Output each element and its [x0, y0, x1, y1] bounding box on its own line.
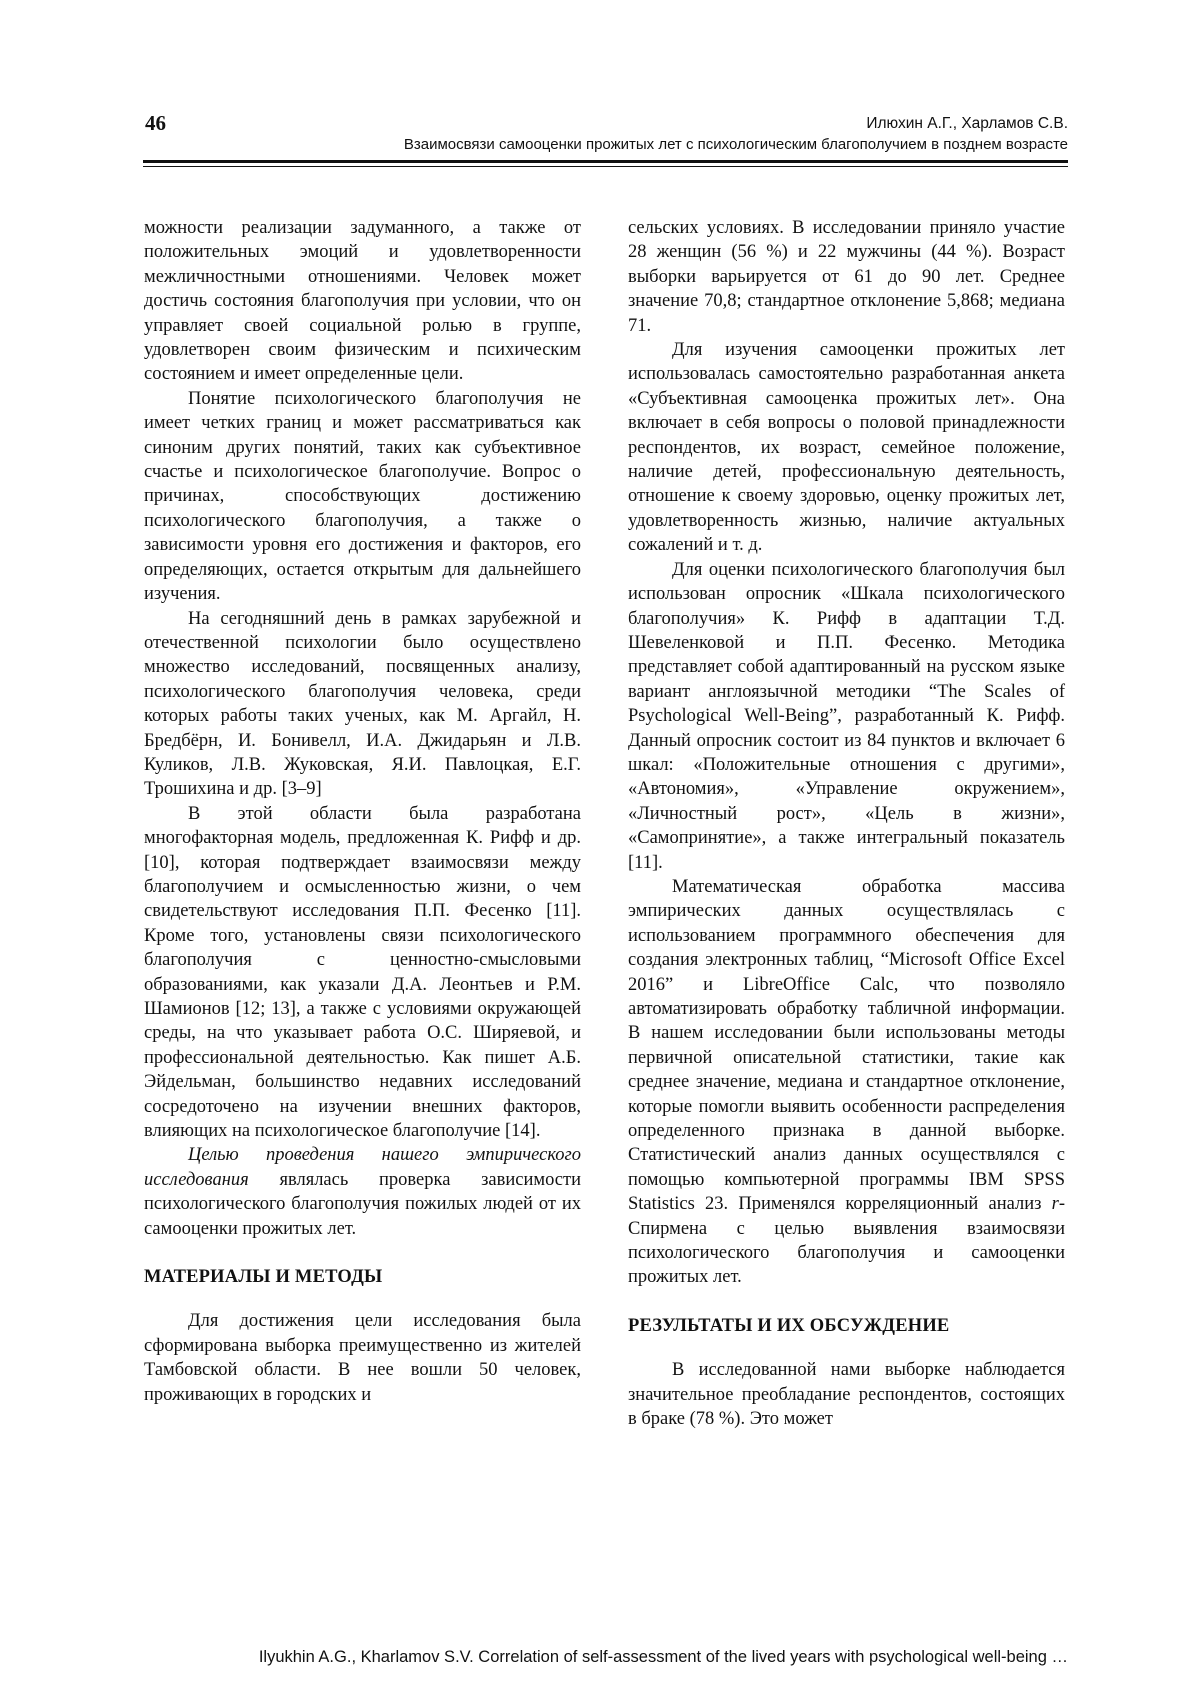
research-aim-italic: Целью проведения нашего эмпирического исследования — [144, 1145, 581, 1190]
right-column — [628, 216, 1065, 1432]
left-column — [144, 216, 581, 1407]
right-paragraph-5: В исследованной нами выборке наблюдается значительное преобладание респондентов, состоящих в браке (78 %). Это может — [628, 1360, 1065, 1430]
right-paragraph-4 — [628, 875, 1065, 1290]
section-heading-results: РЕЗУЛЬТАТЫ И ИХ ОБСУЖДЕНИЕ — [628, 1315, 950, 1336]
header-rule-thin — [143, 166, 1068, 167]
right-paragraph-2: Для изучения самооценки прожитых лет использовалась самостоятельно разработанная анкета «Субъективная самооценка прожитых лет». Она включает в себя вопросы о половой принадлежности респондентов, их возраст, семейное положение, наличие детей, профессиональную деятельность, отношение к своему здоровью, оценку прожитых лет, удовлетворенность жизнью, наличие актуальных сожалений и т. д. — [628, 340, 1065, 556]
right-paragraph-3: Для оценки психологического благополучия был использован опросник «Шкала психологического благополучия» К. Рифф в адаптации Т.Д. Шевеленковой и П.П. Фесенко. Методика представляет собой адаптированный на русском языке вариант англоязычной методики “The Scales of Psychological Well-Being”, разработанный К. Рифф. Данный опросник состоит из 84 пунктов и включает 6 шкал: «Положительные отношения с другими», «Автономия», «Управление окружением», «Личностный рост», «Цель в жизни», «Самопринятие», а также интегральный показатель [11]. — [628, 559, 1065, 873]
research-aim-text: являлась проверка зависимости психологического благополучия пожилых людей от их самооценки прожитых лет. — [144, 1169, 581, 1239]
header-article-title: Взаимосвязи самооценки прожитых лет с психологическим благополучием в позднем возрасте — [403, 136, 1068, 153]
left-paragraph-2: Понятие психологического благополучия не имеет четких границ и может рассматриваться как синоним других понятий, таких как субъективное счастье и психологическое благополучие. Вопрос о причинах, способствующих достижению психологического благополучия, а также о зависимости уровня его достижения и факторов, его определяющих, остается открытым для дальнейшего изучения. — [144, 388, 581, 605]
left-paragraph-5 — [144, 1143, 581, 1241]
right-paragraph-4-part-b: -Спирмена с целью выявления взаимосвязи психологического благополучия и самооценки прожитых лет. — [628, 1194, 1065, 1288]
right-paragraph-4-part-a: Математическая обработка массива эмпирических данных осуществлялась с использованием программного обеспечения для создания электронных таблиц, “Microsoft Office Excel 2016” и LibreOffice Calc, что позволяло автоматизировать обработку табличной информации. В нашем исследовании были использованы методы первичной описательной статистики, такие как среднее значение, медиана и стандартное отклонение, которые помогли выявить особенности распределения определенного признака в данной выборке. Статистический анализ данных осуществлялся с помощью компьютерной программы IBM SPSS Statistics 23. Применялся корреляционный анализ — [628, 876, 1065, 1215]
left-paragraph-1: можности реализации задуманного, а также от положительных эмоций и удовлетворенности межличностными отношениями. Человек может достичь состояния благополучия при условии, что он управляет своей социальной ролью в группе, удовлетворен своим физическим и психическим состоянием и имеет определенные цели. — [144, 218, 581, 385]
header-rule-thick — [143, 160, 1068, 163]
header-authors: Илюхин А.Г., Харламов С.В. — [866, 115, 1068, 132]
spearman-r-italic: r — [1051, 1194, 1059, 1215]
footer-running-title: Ilyukhin A.G., Kharlamov S.V. Correlation of self-assessment of the lived years with psychological well-being … — [258, 1648, 1068, 1666]
left-paragraph-6: Для достижения цели исследования была сформирована выборка преимущественно из жителей Тамбовской области. В нее вошли 50 человек, проживающих в городских и — [144, 1311, 581, 1405]
page-number: 46 — [145, 111, 166, 135]
left-paragraph-4: В этой области была разработана многофакторная модель, предложенная К. Рифф и др. [10], которая подтверждает взаимосвязи между благополучием и осмысленностью жизни, о чем свидетельствуют исследования П.П. Фесенко [11]. Кроме того, установлены связи психологического благополучия с ценностно-смысловыми образованиями, как указали Д.А. Леонтьев и Р.М. Шамионов [12; 13], а также с условиями окружающей среды, на что указывает работа О.С. Ширяевой, и профессиональной деятельностью. Как пишет А.Б. Эйдельман, большинство недавних исследований сосредоточено на изучении внешних факторов, влияющих на психологическое благополучие [14]. — [144, 803, 581, 1142]
right-paragraph-1: сельских условиях. В исследовании приняло участие 28 женщин (56 %) и 22 мужчины (44 %). Возраст выборки варьируется от 61 до 90 лет. Среднее значение 70,8; стандартное отклонение 5,868; медиана 71. — [628, 218, 1065, 336]
section-heading-methods: МАТЕРИАЛЫ И МЕТОДЫ — [144, 1267, 383, 1288]
left-paragraph-3: На сегодняшний день в рамках зарубежной и отечественной психологии было осуществлено множество исследований, посвященных анализу, психологического благополучия человека, среди которых работы таких ученых, как М. Аргайл, Н. Бредбёрн, И. Бонивелл, И.А. Джидарьян и Л.В. Куликов, Л.В. Жуковская, Я.И. Павлоцкая, Е.Г. Трошихина и др. [3–9] — [144, 608, 581, 800]
